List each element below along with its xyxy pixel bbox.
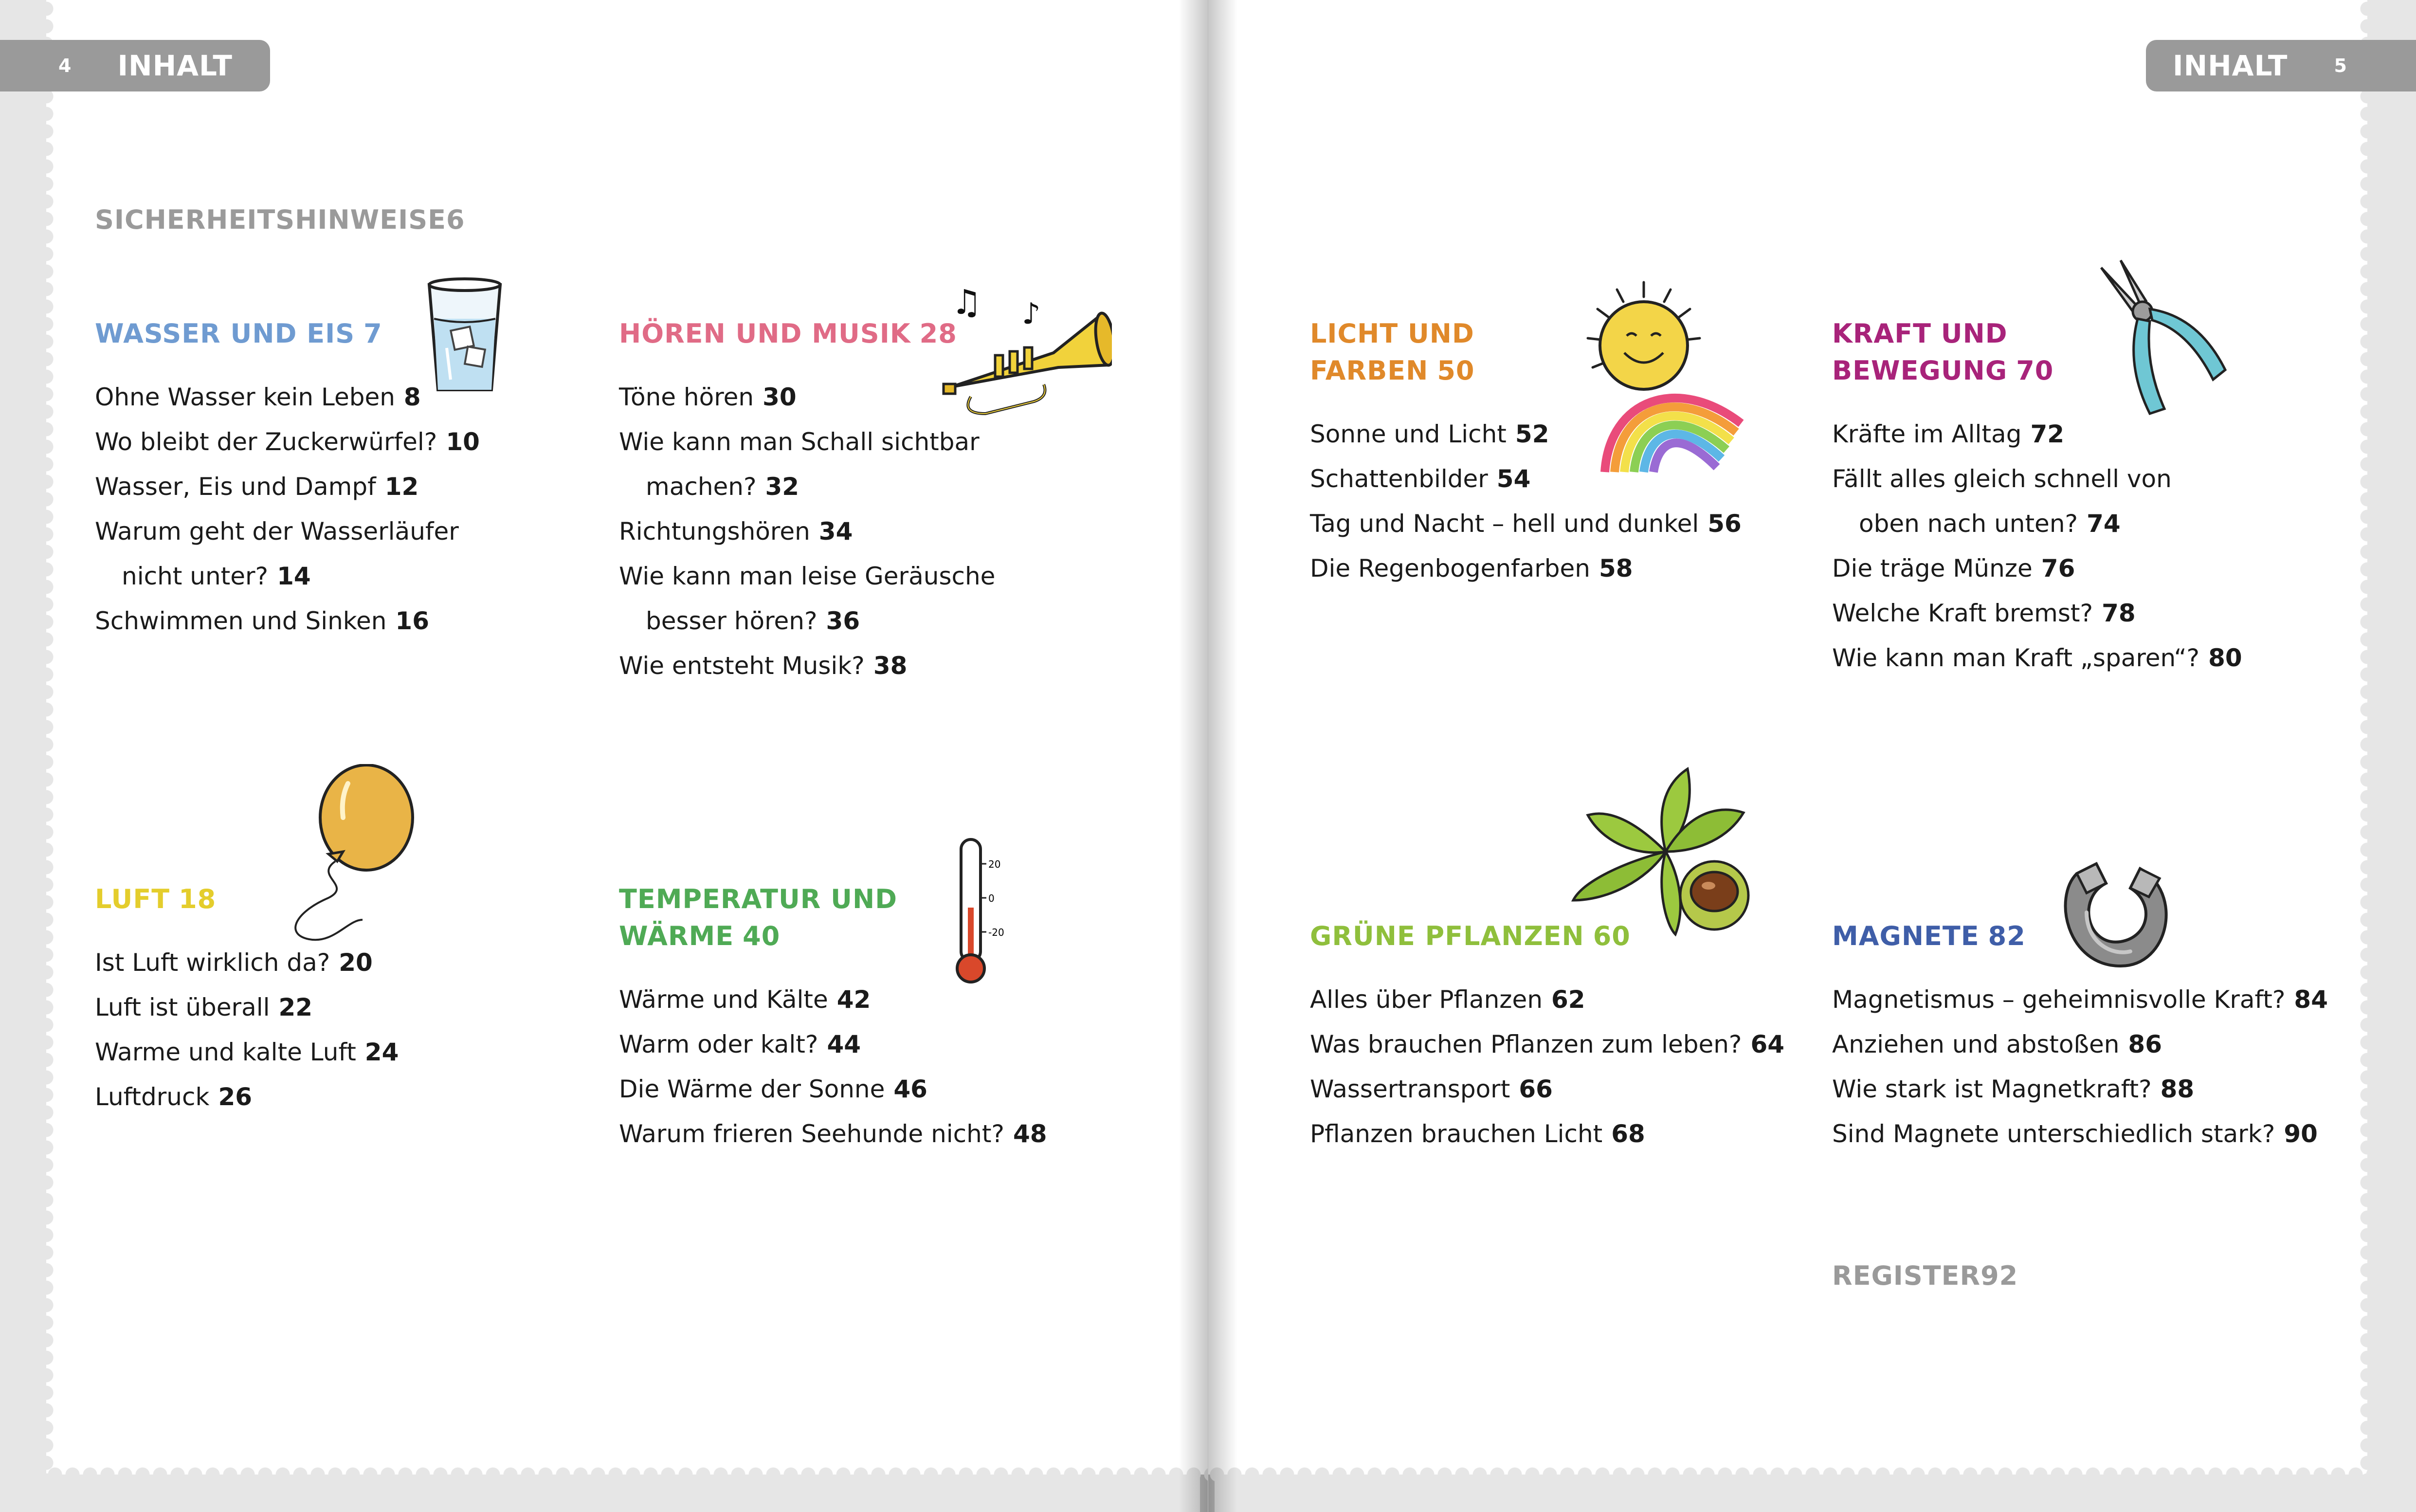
toc-item-text: Kräfte im Alltag [1832, 420, 2022, 448]
section-page: 82 [1988, 921, 2026, 951]
toc-list [1832, 412, 2242, 680]
register-label: REGISTER [1832, 1260, 1981, 1291]
toc-item[interactable] [1310, 546, 1742, 591]
toc-item-text: Tag und Nacht – hell und dunkel [1310, 510, 1699, 538]
toc-item-text: Töne hören [619, 383, 754, 411]
toc-item[interactable] [1832, 977, 2328, 1022]
balloon-icon [275, 764, 421, 949]
tab-label: INHALT [2173, 49, 2288, 82]
toc-item-page: 16 [395, 607, 430, 635]
section-heading[interactable] [95, 315, 480, 352]
toc-item-page: 10 [446, 428, 480, 456]
toc-list [1310, 977, 1784, 1156]
toc-item-text: Wasser, Eis und Dampf [95, 473, 376, 501]
toc-item[interactable] [619, 643, 995, 688]
toc-item-text: Wassertransport [1310, 1075, 1510, 1103]
toc-item-continuation [1832, 501, 2242, 546]
section-title: GRÜNE PFLANZEN [1310, 921, 1584, 951]
toc-item-text: Warum geht der Wasserläufer [95, 517, 459, 546]
toc-list [1832, 977, 2328, 1156]
section-page: 50 [1437, 355, 1475, 386]
toc-item-text: Wie kann man Schall sichtbar [619, 428, 980, 456]
section-page: 60 [1593, 921, 1631, 951]
toc-item-continuation [95, 554, 480, 599]
sun-rainbow-icon [1571, 277, 1751, 482]
toc-item-text: Sonne und Licht [1310, 420, 1507, 448]
toc-item[interactable] [619, 375, 995, 419]
toc-item-page: 34 [818, 517, 853, 546]
toc-list [619, 977, 1047, 1156]
section-title: KRAFT UND BEWEGUNG [1832, 318, 2008, 386]
toc-item-text: Pflanzen brauchen Licht [1310, 1120, 1603, 1148]
safety-page: 6 [446, 204, 465, 235]
toc-item[interactable] [1832, 1067, 2328, 1111]
thermometer-icon [951, 835, 1005, 985]
toc-list [95, 940, 399, 1119]
toc-item[interactable] [95, 1075, 399, 1119]
section-title: LUFT [95, 884, 170, 914]
water-glass-icon [423, 275, 506, 397]
toc-item[interactable] [95, 419, 480, 464]
toc-item-continuation [619, 599, 995, 643]
toc-item[interactable] [619, 1067, 1047, 1111]
register-entry[interactable] [1832, 1260, 2018, 1291]
toc-item-text: Welche Kraft bremst? [1832, 599, 2093, 627]
section-wasser [95, 315, 480, 643]
toc-item-page: 74 [2087, 510, 2121, 538]
trumpet-icon [942, 285, 1112, 426]
section-page: 28 [919, 318, 957, 349]
toc-item-cont-text: besser hören? [646, 607, 817, 635]
toc-item[interactable] [95, 1030, 399, 1075]
toc-item-text: Was brauchen Pflanzen zum leben? [1310, 1030, 1742, 1058]
toc-item-text: Die Regenbogenfarben [1310, 554, 1591, 583]
toc-item[interactable] [1832, 636, 2242, 680]
svg-text:♪: ♪ [1022, 297, 1041, 331]
perforation-bottom [46, 1466, 1208, 1483]
toc-item-text: Wo bleibt der Zuckerwürfel? [95, 428, 437, 456]
section-hoeren [619, 315, 995, 688]
toc-item[interactable] [95, 599, 480, 643]
toc-item[interactable] [619, 419, 995, 509]
page-number: 5 [2334, 55, 2347, 76]
toc-item-page: 64 [1750, 1030, 1785, 1058]
toc-item-page: 14 [277, 562, 311, 590]
toc-item-text: Ist Luft wirklich da? [95, 948, 330, 977]
section-title: WASSER UND EIS [95, 318, 355, 349]
toc-item[interactable] [619, 1111, 1047, 1156]
toc-item-page: 56 [1708, 510, 1742, 538]
toc-item-text: Wärme und Kälte [619, 985, 828, 1014]
spine-shadow [1208, 0, 1237, 1512]
toc-item[interactable] [1310, 1111, 1784, 1156]
toc-item[interactable] [1832, 456, 2242, 546]
horseshoe-magnet-icon [2057, 844, 2174, 971]
section-heading[interactable] [619, 315, 995, 352]
toc-item-page: 54 [1496, 465, 1531, 493]
safety-entry[interactable] [95, 204, 465, 235]
svg-text:♫: ♫ [951, 285, 982, 322]
section-pflanzen [1310, 918, 1784, 1156]
toc-item[interactable] [1832, 1022, 2328, 1067]
toc-item-page: 72 [2030, 420, 2065, 448]
toc-item-text: Die träge Münze [1832, 554, 2033, 583]
toc-item-page: 58 [1599, 554, 1633, 583]
toc-item-text: Wie entsteht Musik? [619, 652, 865, 680]
page-tab-right [2146, 40, 2416, 91]
toc-item-page: 88 [2160, 1075, 2195, 1103]
right-sheet [1208, 0, 2367, 1475]
toc-item-page: 44 [827, 1030, 861, 1058]
toc-item-text: Die Wärme der Sonne [619, 1075, 885, 1103]
toc-item[interactable] [95, 985, 399, 1030]
toc-item-page: 46 [893, 1075, 927, 1103]
right-page [1208, 0, 2416, 1512]
toc-item-page: 32 [765, 473, 799, 501]
toc-item-text: Wie kann man leise Geräusche [619, 562, 996, 590]
toc-item[interactable] [619, 554, 995, 643]
toc-item-cont-text: machen? [646, 473, 757, 501]
toc-item-page: 86 [2128, 1030, 2162, 1058]
toc-item-text: Fällt alles gleich schnell von [1832, 465, 2172, 493]
toc-item-page: 36 [826, 607, 860, 635]
toc-item-page: 66 [1519, 1075, 1553, 1103]
toc-item-text: Wie kann man Kraft „sparen“? [1832, 644, 2200, 672]
register-page: 92 [1980, 1260, 2018, 1291]
chestnut-leaf-icon [1568, 764, 1758, 939]
tab-label: INHALT [117, 49, 233, 82]
toc-item-text: Ohne Wasser kein Leben [95, 383, 395, 411]
toc-item-page: 24 [364, 1038, 399, 1066]
toc-list [619, 375, 995, 688]
toc-item-page: 42 [836, 985, 871, 1014]
toc-item-text: Warme und kalte Luft [95, 1038, 356, 1066]
section-title: HÖREN UND MUSIK [619, 318, 911, 349]
toc-item-page: 30 [763, 383, 797, 411]
toc-item-page: 62 [1551, 985, 1585, 1014]
section-page: 18 [179, 884, 217, 914]
toc-item-page: 52 [1515, 420, 1549, 448]
toc-item-page: 76 [2041, 554, 2075, 583]
perforation-side [37, 0, 55, 1475]
perforation-side [2359, 0, 2376, 1475]
toc-item-page: 8 [403, 383, 421, 411]
section-title: TEMPERATUR UND WÄRME [619, 884, 898, 951]
toc-item[interactable] [1310, 1022, 1784, 1067]
section-page: 7 [363, 318, 382, 349]
toc-item-page: 78 [2102, 599, 2136, 627]
page-tab-left [0, 40, 270, 91]
toc-item-text: Warum frieren Seehunde nicht? [619, 1120, 1004, 1148]
toc-item-page: 90 [2284, 1120, 2318, 1148]
toc-item-page: 22 [278, 993, 313, 1021]
toc-item[interactable] [95, 464, 480, 509]
toc-item-page: 20 [339, 948, 373, 977]
spine-shadow [1179, 0, 1208, 1512]
thermometer-tick-20: 20 [988, 858, 1001, 870]
toc-item[interactable] [619, 1022, 1047, 1067]
toc-list [95, 375, 480, 643]
toc-item-text: Luft ist überall [95, 993, 270, 1021]
section-page: 40 [743, 921, 781, 951]
toc-item-text: Alles über Pflanzen [1310, 985, 1543, 1014]
toc-item-page: 68 [1611, 1120, 1645, 1148]
toc-item-page: 48 [1013, 1120, 1047, 1148]
toc-item[interactable] [95, 509, 480, 599]
toc-item[interactable] [1832, 591, 2242, 636]
safety-label: SICHERHEITSHINWEISE [95, 204, 446, 235]
thermometer-tick-minus20: -20 [988, 927, 1004, 938]
toc-item[interactable] [1832, 546, 2242, 591]
toc-item-text: Anziehen und abstoßen [1832, 1030, 2120, 1058]
section-title: LICHT UND FARBEN [1310, 318, 1474, 386]
toc-item-page: 80 [2208, 644, 2242, 672]
toc-item-text: Magnetismus – geheimnisvolle Kraft? [1832, 985, 2286, 1014]
toc-item-text: Schwimmen und Sinken [95, 607, 387, 635]
toc-item-text: Schattenbilder [1310, 465, 1488, 493]
pliers-icon [2091, 258, 2237, 423]
toc-item[interactable] [95, 375, 480, 419]
toc-item-text: Wie stark ist Magnetkraft? [1832, 1075, 2152, 1103]
toc-item-cont-text: nicht unter? [122, 562, 269, 590]
toc-item-continuation [619, 464, 995, 509]
toc-item[interactable] [1310, 1067, 1784, 1111]
toc-item[interactable] [619, 509, 995, 554]
page-number: 4 [58, 55, 72, 76]
toc-item[interactable] [1832, 1111, 2328, 1156]
toc-item-page: 38 [873, 652, 908, 680]
thermometer-tick-0: 0 [988, 893, 995, 904]
toc-item-page: 84 [2294, 985, 2328, 1014]
toc-item[interactable] [1310, 977, 1784, 1022]
toc-item[interactable] [1310, 501, 1742, 546]
toc-item-text: Sind Magnete unterschiedlich stark? [1832, 1120, 2275, 1148]
section-page: 70 [2016, 355, 2054, 386]
toc-item-text: Warm oder kalt? [619, 1030, 818, 1058]
toc-item-text: Richtungshören [619, 517, 810, 546]
toc-item-cont-text: oben nach unten? [1859, 510, 2078, 538]
toc-item-text: Luftdruck [95, 1083, 210, 1111]
toc-item-page: 26 [218, 1083, 253, 1111]
toc-item-page: 12 [384, 473, 419, 501]
section-title: MAGNETE [1832, 921, 1980, 951]
perforation-bottom [1208, 1466, 2367, 1483]
